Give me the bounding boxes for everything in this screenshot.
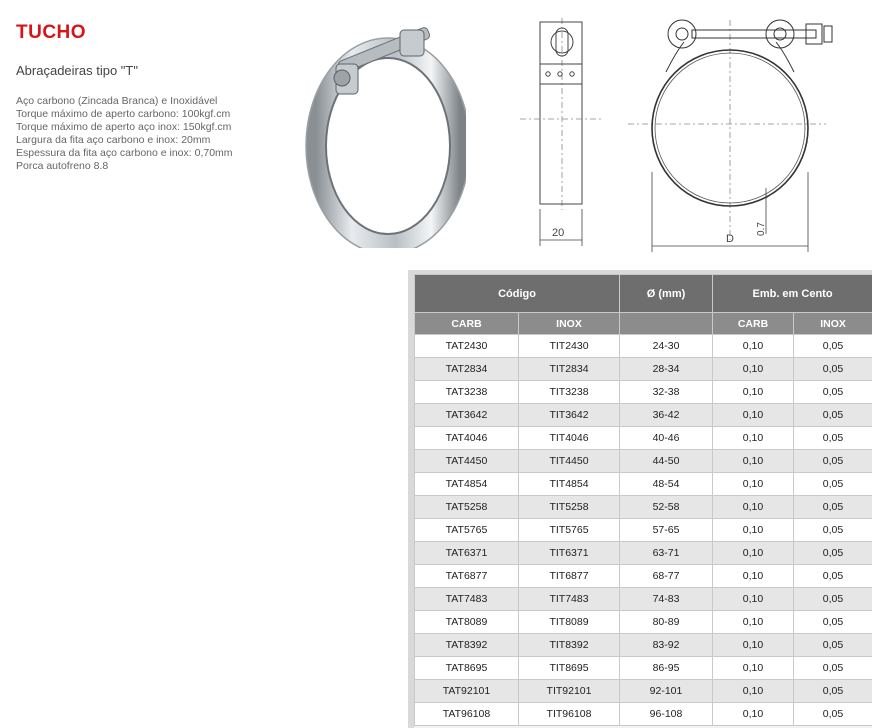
- cell-emb-carb: 0,10: [713, 381, 794, 404]
- table-row: [415, 542, 872, 565]
- cell-emb-carb: 0,10: [713, 588, 794, 611]
- cell-emb-carb: 0,10: [713, 358, 794, 381]
- cell-emb-carb: 0,10: [713, 519, 794, 542]
- table-row: [415, 611, 872, 634]
- cell-emb-carb: 0,10: [713, 611, 794, 634]
- cell-emb-inox: 0,05: [794, 565, 872, 588]
- width-dimension-label: 20: [552, 227, 565, 239]
- table-row: [415, 358, 872, 381]
- cell-emb-inox: 0,05: [794, 335, 872, 358]
- cell-emb-inox: 0,05: [794, 657, 872, 680]
- brand-title: TUCHO: [16, 22, 87, 43]
- cell-emb-inox: 0,05: [794, 542, 872, 565]
- spec-line: Torque máximo de aperto carbono: 100kgf.cm: [16, 107, 231, 120]
- table-row: [415, 427, 872, 450]
- cell-carb: TAT4450: [415, 450, 519, 473]
- cell-emb-carb: 0,10: [713, 404, 794, 427]
- cell-emb-inox: 0,05: [794, 358, 872, 381]
- header-embalagem: Emb. em Cento: [713, 275, 872, 313]
- side-view-drawing: [520, 14, 605, 250]
- cell-emb-carb: 0,10: [713, 703, 794, 726]
- cell-inox: TIT8695: [519, 657, 620, 680]
- cell-emb-inox: 0,05: [794, 381, 872, 404]
- cell-inox: TIT96108: [519, 703, 620, 726]
- cell-diam: 48-54: [620, 473, 713, 496]
- table-row: [415, 680, 872, 703]
- cell-diam: 86-95: [620, 657, 713, 680]
- cell-emb-carb: 0,10: [713, 496, 794, 519]
- header-codigo: Código: [415, 275, 620, 313]
- subheader-carb: CARB: [415, 313, 519, 335]
- cell-carb: TAT8695: [415, 657, 519, 680]
- cell-carb: TAT8392: [415, 634, 519, 657]
- product-subtitle: Abraçadeiras tipo "T": [16, 63, 138, 78]
- cell-carb: TAT3642: [415, 404, 519, 427]
- table-row: [415, 450, 872, 473]
- cell-emb-inox: 0,05: [794, 611, 872, 634]
- cell-inox: TIT4450: [519, 450, 620, 473]
- cell-inox: TIT92101: [519, 680, 620, 703]
- cell-emb-carb: 0,10: [713, 657, 794, 680]
- cell-emb-carb: 0,10: [713, 680, 794, 703]
- product-table: [414, 274, 872, 726]
- cell-carb: TAT8089: [415, 611, 519, 634]
- subheader-emb-inox: INOX: [794, 313, 872, 335]
- spec-line: Porca autofreno 8.8: [16, 159, 109, 172]
- cell-inox: TIT6371: [519, 542, 620, 565]
- cell-emb-carb: 0,10: [713, 450, 794, 473]
- cell-emb-carb: 0,10: [713, 473, 794, 496]
- spec-line: Torque máximo de aperto aço inox: 150kgf.cm: [16, 120, 232, 133]
- front-view-drawing: [626, 12, 872, 252]
- cell-diam: 28-34: [620, 358, 713, 381]
- cell-inox: TIT3238: [519, 381, 620, 404]
- table-row: [415, 335, 872, 358]
- cell-emb-inox: 0,05: [794, 427, 872, 450]
- table-row: [415, 404, 872, 427]
- table-row: [415, 473, 872, 496]
- cell-emb-inox: 0,05: [794, 680, 872, 703]
- cell-diam: 68-77: [620, 565, 713, 588]
- cell-inox: TIT7483: [519, 588, 620, 611]
- spec-line: Espessura da fita aço carbono e inox: 0,70mm: [16, 146, 233, 159]
- subheader-emb-carb: CARB: [713, 313, 794, 335]
- spec-line: Aço carbono (Zincada Branca) e Inoxidável: [16, 95, 218, 107]
- cell-inox: TIT4046: [519, 427, 620, 450]
- cell-emb-carb: 0,10: [713, 542, 794, 565]
- cell-emb-inox: 0,05: [794, 588, 872, 611]
- cell-inox: TIT8089: [519, 611, 620, 634]
- cell-diam: 52-58: [620, 496, 713, 519]
- cell-diam: 24-30: [620, 335, 713, 358]
- cell-emb-carb: 0,10: [713, 427, 794, 450]
- table-row: [415, 565, 872, 588]
- cell-diam: 63-71: [620, 542, 713, 565]
- cell-diam: 74-83: [620, 588, 713, 611]
- clamp-photo: [296, 16, 466, 248]
- product-table-container: [408, 270, 872, 728]
- cell-carb: TAT5765: [415, 519, 519, 542]
- cell-emb-carb: 0,10: [713, 634, 794, 657]
- table-row: [415, 381, 872, 404]
- cell-carb: TAT2430: [415, 335, 519, 358]
- cell-diam: 44-50: [620, 450, 713, 473]
- cell-diam: 40-46: [620, 427, 713, 450]
- cell-emb-inox: 0,05: [794, 496, 872, 519]
- cell-carb: TAT6371: [415, 542, 519, 565]
- cell-diam: 36-42: [620, 404, 713, 427]
- spec-line: Largura da fita aço carbono e inox: 20mm: [16, 133, 211, 146]
- cell-inox: TIT8392: [519, 634, 620, 657]
- table-row: [415, 657, 872, 680]
- cell-emb-inox: 0,05: [794, 473, 872, 496]
- table-row: [415, 496, 872, 519]
- cell-carb: TAT6877: [415, 565, 519, 588]
- cell-diam: 83-92: [620, 634, 713, 657]
- cell-emb-inox: 0,05: [794, 450, 872, 473]
- cell-carb: TAT3238: [415, 381, 519, 404]
- cell-inox: TIT4854: [519, 473, 620, 496]
- cell-carb: TAT96108: [415, 703, 519, 726]
- cell-emb-carb: 0,10: [713, 565, 794, 588]
- thickness-dimension-label: 0.7: [756, 222, 767, 236]
- cell-diam: 96-108: [620, 703, 713, 726]
- cell-inox: TIT6877: [519, 565, 620, 588]
- subheader-inox: INOX: [519, 313, 620, 335]
- cell-emb-inox: 0,05: [794, 519, 872, 542]
- header-diametro: Ø (mm): [620, 275, 713, 313]
- cell-inox: TIT2430: [519, 335, 620, 358]
- cell-diam: 92-101: [620, 680, 713, 703]
- cell-emb-inox: 0,05: [794, 634, 872, 657]
- cell-inox: TIT2834: [519, 358, 620, 381]
- cell-carb: TAT5258: [415, 496, 519, 519]
- cell-inox: TIT3642: [519, 404, 620, 427]
- table-body: [415, 335, 872, 726]
- cell-carb: TAT92101: [415, 680, 519, 703]
- cell-emb-inox: 0,05: [794, 404, 872, 427]
- cell-carb: TAT4046: [415, 427, 519, 450]
- table-row: [415, 519, 872, 542]
- table-row: [415, 634, 872, 657]
- cell-carb: TAT4854: [415, 473, 519, 496]
- cell-carb: TAT7483: [415, 588, 519, 611]
- subheader-empty: [620, 313, 713, 335]
- cell-diam: 32-38: [620, 381, 713, 404]
- diameter-dimension-label: D: [726, 233, 734, 245]
- spec-list: [16, 95, 233, 172]
- cell-carb: TAT2834: [415, 358, 519, 381]
- table-row: [415, 703, 872, 726]
- cell-inox: TIT5258: [519, 496, 620, 519]
- cell-emb-carb: 0,10: [713, 335, 794, 358]
- table-row: [415, 588, 872, 611]
- cell-diam: 80-89: [620, 611, 713, 634]
- cell-emb-inox: 0,05: [794, 703, 872, 726]
- cell-diam: 57-65: [620, 519, 713, 542]
- cell-inox: TIT5765: [519, 519, 620, 542]
